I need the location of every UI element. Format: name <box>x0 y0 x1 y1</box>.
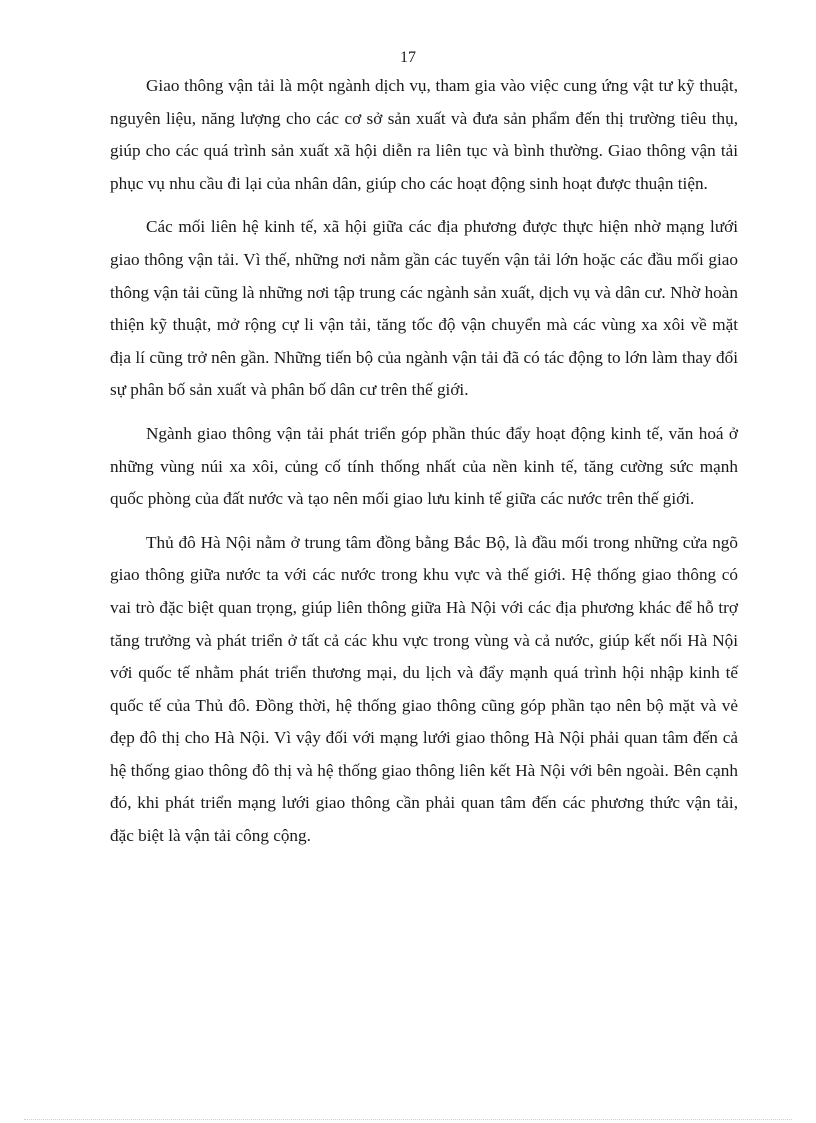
document-body <box>110 70 738 864</box>
paragraph-3: Ngành giao thông vận tải phát triển góp phần thúc đẩy hoạt động kinh tế, văn hoá ở những vùng núi xa xôi, củng cố tính thống nhất của nền kinh tế, tăng cường sức mạnh quốc phòng của đất nước và tạo nên mối giao lưu kinh tế giữa các nước trên thế giới. <box>110 423 738 509</box>
paragraph-1: Giao thông vận tải là một ngành dịch vụ, tham gia vào việc cung ứng vật tư kỹ thuật, nguyên liệu, năng lượng cho các cơ sở sản xuất và đưa sản phẩm đến thị trường tiêu thụ, giúp cho các quá trình sản xuất xã hội diễn ra liên tục và bình thường. Giao thông vận tải phục vụ nhu cầu đi lại của nhân dân, giúp cho các hoạt động sinh hoạt được thuận tiện. <box>110 76 738 193</box>
paragraph-2: Các mối liên hệ kinh tế, xã hội giữa các địa phương được thực hiện nhờ mạng lưới giao thông vận tải. Vì thế, những nơi nằm gần các tuyến vận tải lớn hoặc các đầu mối giao thông vận tải cũng là những nơi tập trung các ngành sản xuất, dịch vụ và dân cư. Nhờ hoàn thiện kỹ thuật, mở rộng cự li vận tải, tăng tốc độ vận chuyển mà các vùng xa xôi về mặt địa lí cũng trở nên gần. Những tiến bộ của ngành vận tải đã có tác động to lớn làm thay đổi sự phân bố sản xuất và phân bố dân cư trên thế giới. <box>110 217 738 400</box>
paragraph-4: Thủ đô Hà Nội nằm ở trung tâm đồng bằng Bắc Bộ, là đầu mối trong những cửa ngõ giao thông giữa nước ta với các nước trong khu vực và thế giới. Hệ thống giao thông có vai trò đặc biệt quan trọng, giúp liên thông giữa Hà Nội với các địa phương khác để hỗ trợ tăng trưởng và phát triển ở tất cả các khu vực trong vùng và cả nước, giúp kết nối Hà Nội với quốc tế nhằm phát triển thương mại, du lịch và đẩy mạnh quá trình hội nhập kinh tế quốc tế của Thủ đô. Đồng thời, hệ thống giao thông cũng góp phần tạo nên bộ mặt và vẻ đẹp đô thị cho Hà Nội. Vì vậy đối với mạng lưới giao thông Hà Nội phải quan tâm đến cả hệ thống giao thông đô thị và hệ thống giao thông liên kết Hà Nội với bên ngoài. Bên cạnh đó, khi phát triển mạng lưới giao thông cần phải quan tâm đến các phương thức vận tải, đặc biệt là vận tải công cộng. <box>110 532 738 846</box>
page-bottom-edge <box>24 1119 792 1120</box>
page-number: 17 <box>400 49 416 66</box>
